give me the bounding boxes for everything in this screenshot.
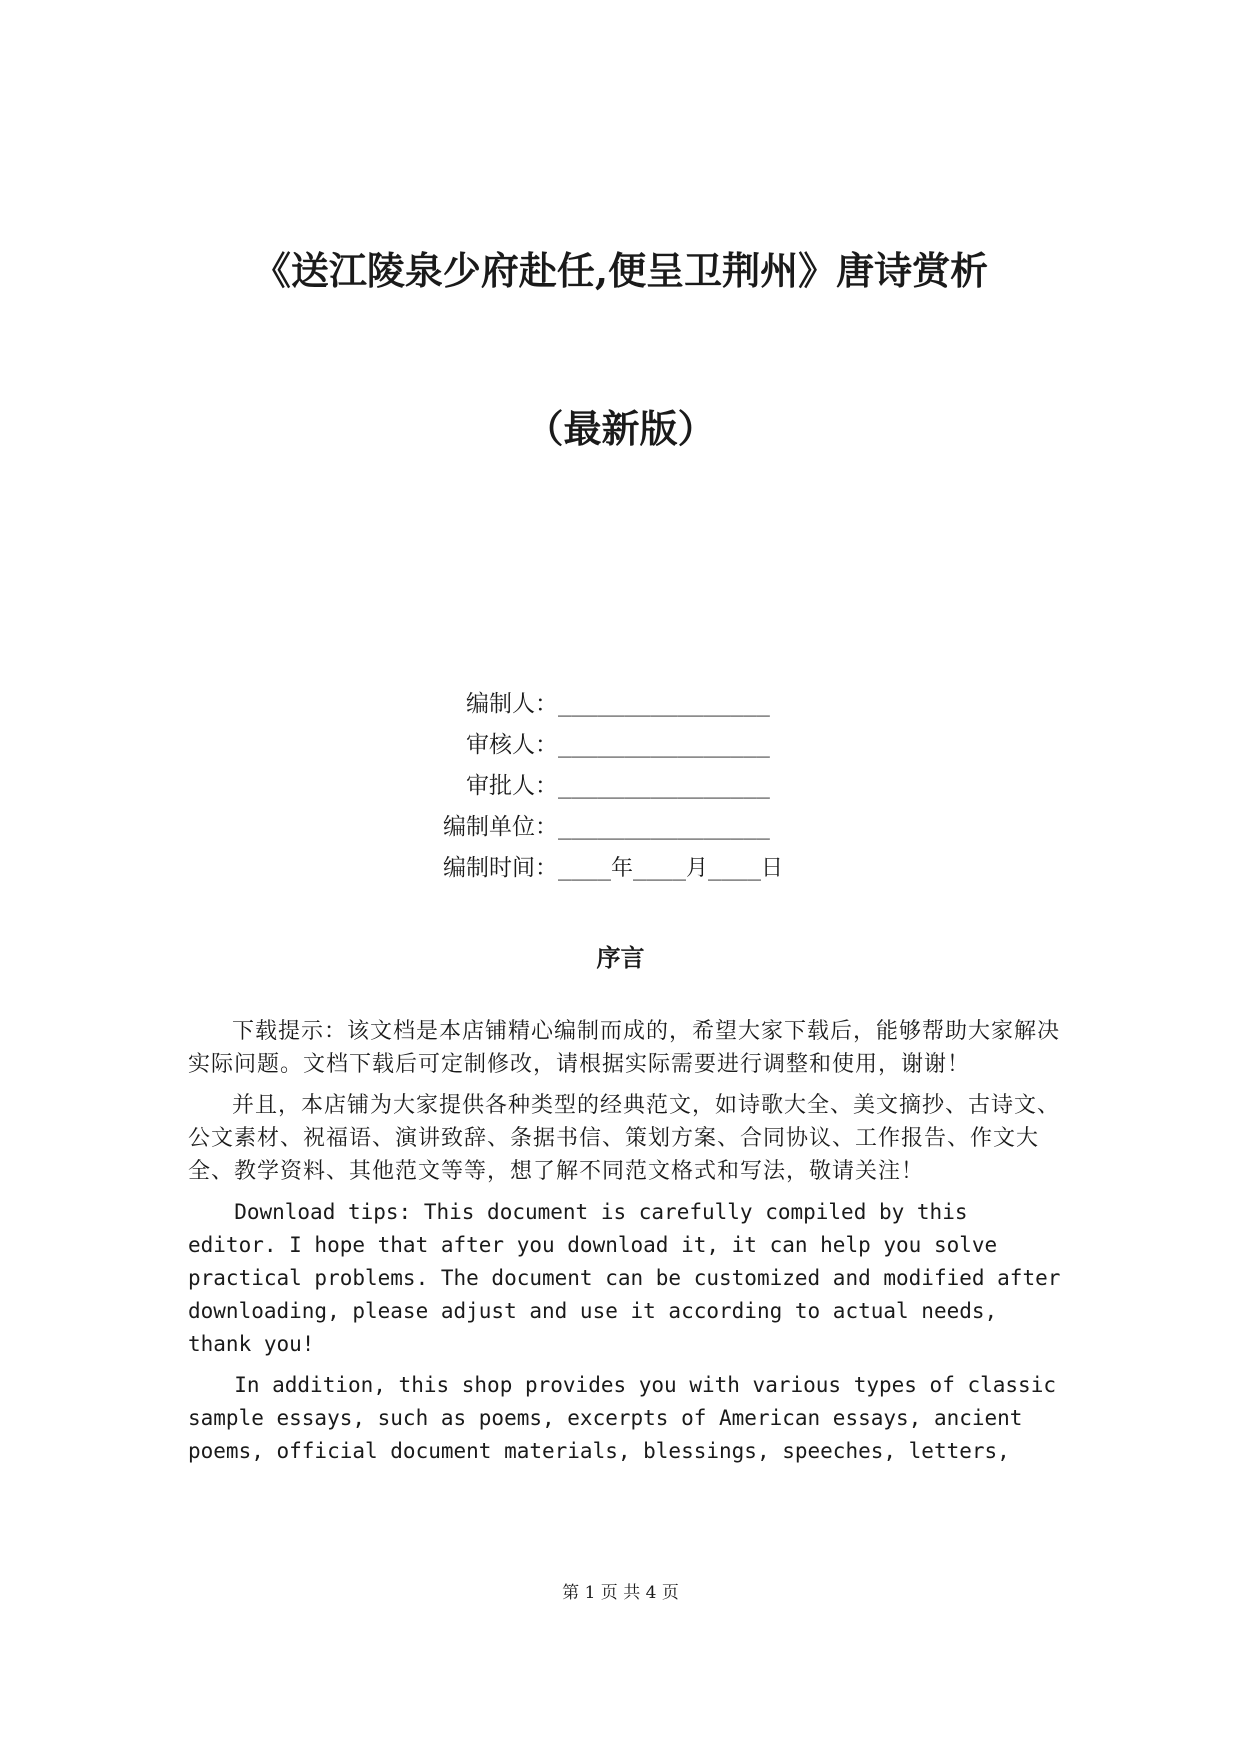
approver-label: 审批人： [466, 773, 558, 799]
document-title: 《送江陵泉少府赴任,便呈卫荆州》唐诗赏析 [252, 248, 989, 293]
unit-row [426, 807, 860, 848]
reviewer-label: 审核人： [466, 732, 558, 758]
time-row [426, 848, 860, 889]
preface-heading: 序言 [596, 943, 645, 972]
document-subtitle: （最新版） [525, 406, 716, 451]
compiler-blank: ________________ [558, 692, 770, 717]
preface-paragraph: In addition, this shop provides you with various types of classic sample essays, such as poems, excerpts of American essays, ancient poems, official document materials, blessings, speeches, letters, [188, 1373, 1056, 1463]
time-blank: ____年____月____日 [558, 856, 783, 881]
time-label: 编制时间： [443, 855, 558, 881]
approver-blank: ________________ [558, 774, 770, 799]
approver-row [440, 766, 860, 807]
preface-paragraph: 并且，本店铺为大家提供各种类型的经典范文，如诗歌大全、美文摘抄、古诗文、公文素材、祝福语、演讲致辞、条据书信、策划方案、合同协议、工作报告、作文大全、教学资料、其他范文等等，想了解不同范文格式和写法，敬请关注！ [188, 1093, 1061, 1184]
unit-label: 编制单位： [443, 814, 558, 840]
reviewer-row [440, 725, 860, 766]
compiler-label: 编制人： [466, 691, 558, 717]
preface-body [188, 1015, 1068, 1476]
reviewer-blank: ________________ [558, 733, 770, 758]
preface-paragraph: Download tips: This document is carefully compiled by this editor. I hope that after you download it, it can help you solve practical problems. The document can be customized and modified after downloading, please adjust and use it according to actual needs, thank you! [188, 1200, 1061, 1356]
page-footer: 第 1 页 共 4 页 [562, 1583, 679, 1603]
unit-blank: ________________ [558, 815, 770, 840]
approval-block [440, 684, 860, 889]
preface-paragraph: 下载提示：该文档是本店铺精心编制而成的，希望大家下载后，能够帮助大家解决实际问题。文档下载后可定制修改，请根据实际需要进行调整和使用，谢谢！ [188, 1019, 1061, 1077]
compiler-row [440, 684, 860, 725]
